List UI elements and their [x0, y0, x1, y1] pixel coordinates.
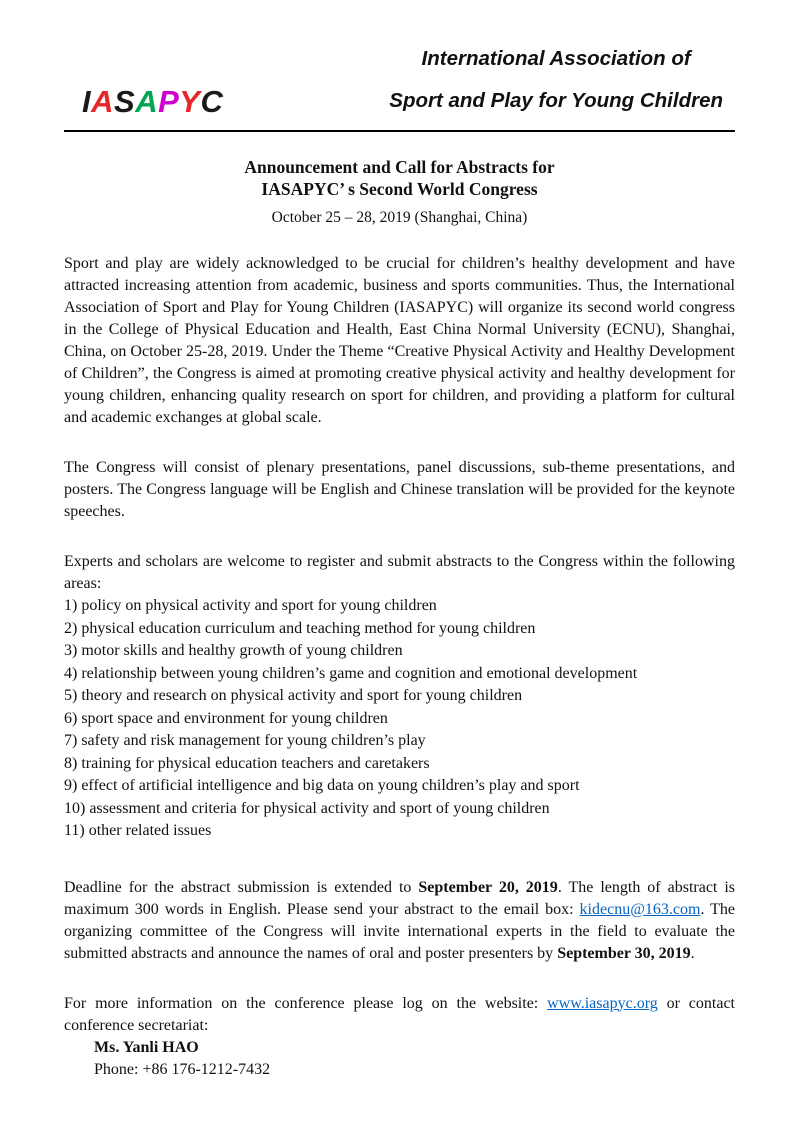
title-block: [64, 156, 735, 227]
congress-date: October 25 – 28, 2019 (Shanghai, China): [271, 209, 528, 226]
deadline-date-2: September 30, 2019: [557, 944, 691, 962]
page-header: [64, 0, 735, 132]
topic-item: 2) physical education curriculum and teaching method for young children: [64, 619, 536, 637]
deadline-paragraph: [64, 877, 735, 965]
topic-item: 1) policy on physical activity and sport for young children: [64, 597, 437, 614]
contact-name: Ms. Yanli HAO: [94, 1038, 199, 1056]
org-name: [389, 38, 723, 122]
topic-item: 7) safety and risk management for young children’s play: [64, 732, 426, 749]
invite-paragraph: Experts and scholars are welcome to register and submit abstracts to the Congress within the following areas:: [64, 553, 735, 592]
org-name-line1: International Association of: [421, 47, 691, 70]
deadline-date-1: September 20, 2019: [418, 878, 558, 896]
topic-item: 11) other related issues: [64, 822, 212, 839]
deadline-text: . The organizing committee of the Congress will invite international experts in the field to evaluate the submitted abstracts and announce the names of oral and poster presenters by: [64, 900, 735, 962]
info-text: For more information on the conference please log on the website:: [64, 994, 548, 1012]
logo-letter: P: [158, 84, 180, 119]
iasapyc-logo: [82, 84, 223, 120]
topic-item: 3) motor skills and healthy growth of young children: [64, 642, 403, 659]
topic-item: 9) effect of artificial intelligence and big data on young children’s play and sport: [64, 777, 580, 794]
document-title-line1: Announcement and Call for Abstracts for: [244, 157, 555, 177]
intro-paragraph: Sport and play are widely acknowledged to be crucial for children’s healthy development and have attracted increasing attention from academic, business and sports communities. Thus, the International Association of Sport and Play for Young Children (IASAPYC) will organize its second world congress in the College of Physical Education and Health, East China Normal University (ECNU), Shanghai, China, on October 25-28, 2019. Under the Theme “Creative Physical Activity and Healthy Development of Children”, the Congress is aimed at promoting creative physical activity and healthy development for young children, enhancing quality research on sport for children, and providing a platform for cultural and academic exchanges at global scale.: [64, 255, 735, 426]
email-link[interactable]: kidecnu@163.com: [579, 900, 701, 918]
format-paragraph: The Congress will consist of plenary presentations, panel discussions, sub-theme presentations, and posters. The Congress language will be English and Chinese translation will be provided for the keynote speeches.: [64, 459, 735, 520]
info-text: or contact conference secretariat:: [64, 994, 735, 1034]
org-name-line2: Sport and Play for Young Children: [389, 89, 723, 112]
logo-letter: S: [114, 84, 136, 119]
contact-block: [64, 1037, 735, 1081]
document-body: [64, 253, 735, 1081]
info-paragraph: [64, 993, 735, 1037]
topic-item: 4) relationship between young children’s game and cognition and emotional development: [64, 664, 638, 682]
deadline-text: Deadline for the abstract submission is extended to: [64, 878, 419, 896]
deadline-text: .: [690, 944, 695, 962]
logo-letter: Y: [179, 84, 201, 119]
logo-letter: A: [135, 84, 159, 119]
document-title-line2: IASAPYC’ s Second World Congress: [261, 179, 538, 199]
topic-item: 6) sport space and environment for young children: [64, 709, 388, 727]
contact-phone: Phone: +86 176-1212-7432: [94, 1060, 271, 1078]
topic-item: 5) theory and research on physical activity and sport for young children: [64, 687, 523, 704]
deadline-text: . The length of abstract is maximum 300 words in English. Please send your abstract to the email box:: [64, 878, 736, 918]
logo-letter: C: [200, 84, 224, 119]
topic-item: 8) training for physical education teachers and caretakers: [64, 754, 430, 772]
logo-letter: A: [91, 84, 115, 119]
topic-list: [64, 595, 735, 843]
logo-letter: I: [82, 84, 92, 119]
website-link[interactable]: www.iasapyc.org: [547, 994, 658, 1012]
topic-item: 10) assessment and criteria for physical activity and sport of young children: [64, 799, 550, 817]
